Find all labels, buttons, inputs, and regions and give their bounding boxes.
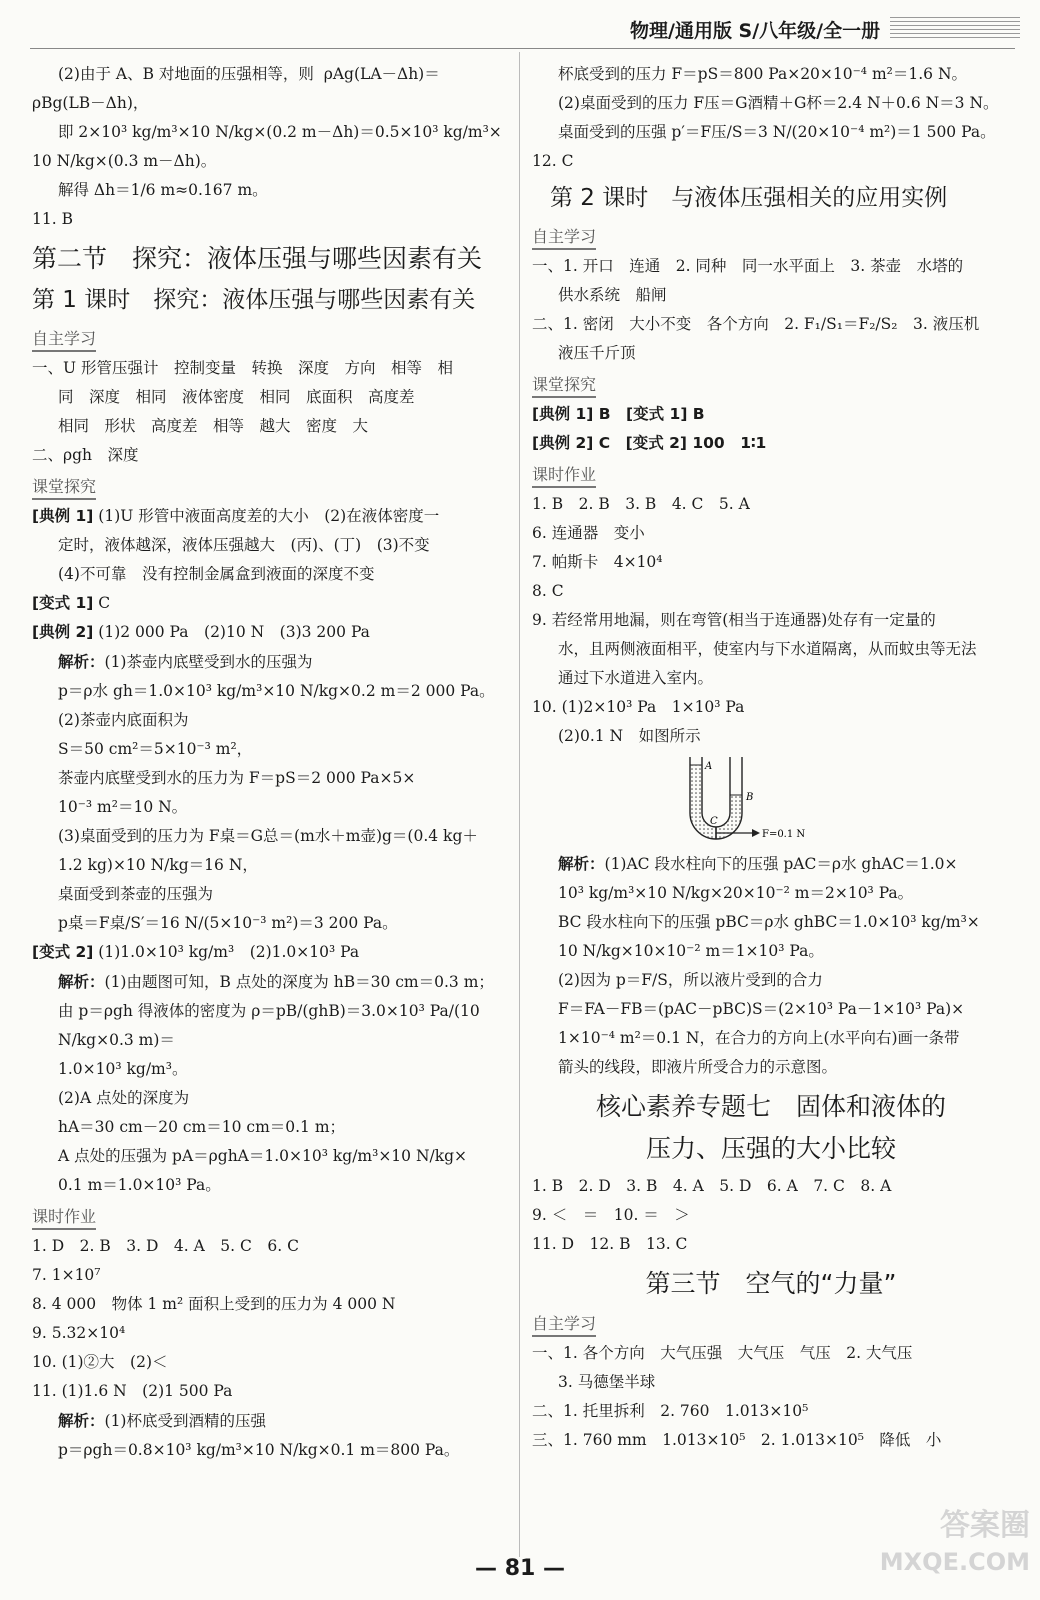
answer-line: 6. 连通器 变小 [532,524,645,542]
answer-line: 1. B 2. B 3. B 4. C 5. A [532,495,750,513]
subsection-label: 自主学习 [32,328,96,352]
variant-text: C [93,594,111,612]
header-decoration [890,17,1020,41]
right-column [532,60,1010,1455]
formula-line: 桌面受到的压强 p′＝F压/S＝3 N/(20×10⁻⁴ m²)＝1 500 Pa。 [558,123,996,141]
watermark-line: 答案圈 [940,1508,1030,1543]
fig-label-a: A [705,761,713,772]
text-line: (2)桌面受到的压力 F压＝G酒精＋G杯＝2.4 N＋0.6 N＝3 N。 [558,94,999,112]
left-column [32,60,510,1465]
example-line [32,938,510,967]
formula-line: (2)因为 p＝F/S，所以液片受到的合力 [558,971,823,989]
answer-line: 7. 帕斯卡 4×10⁴ [532,553,663,571]
text-line: 10³ kg/m³×10 N/kg×20×10⁻² m＝2×10³ Pa。 [558,884,914,902]
variant-tag: [变式 2] [32,943,94,961]
text-line: 定时，液体越深，液体压强越大 (丙)、(丁) (3)不变 [58,536,430,554]
text-line: 同 深度 相同 液体密度 相同 底面积 高度差 [58,388,415,406]
text-line: (2)A 点处的深度为 [58,1089,190,1107]
section-title: 第二节 探究：液体压强与哪些因素有关 [32,244,483,273]
answer-line: 10. (1)2×10³ Pa 1×10³ Pa [532,698,745,716]
section-title: 压力、压强的大小比较 [645,1134,896,1163]
subsection-label: 课堂探究 [532,374,596,398]
text-line: 桌面受到茶壶的压强为 [58,885,214,903]
text-line: 10⁻³ m²＝10 N。 [58,798,188,816]
answer-line: 12. C [532,152,574,170]
text-line: (3)桌面受到的压力为 F桌＝G总＝(m水＋m壶)g＝(0.4 kg＋ [58,827,478,845]
fig-label-c: C [710,816,718,827]
answer-line: 10. (1)②大 (2)＜ [32,1353,168,1371]
answer-line: 11. D 12. B 13. C [532,1235,688,1253]
text-line: 二、1. 托里拆利 2. 760 1.013×10⁵ [532,1402,809,1420]
column-divider [519,52,520,1557]
u-tube-figure [682,755,852,845]
analysis-text: (1)由题图可知，B 点处的深度为 hB＝30 cm＝0.3 m； [104,973,494,991]
header-title: 物理/通用版 S/八年级/全一册 [630,19,881,42]
page-number: — 81 — [475,1556,565,1581]
answer-line: 1. B 2. D 3. B 4. A 5. D 6. A 7. C 8. A [532,1177,892,1195]
watermark [860,1508,1030,1588]
answer-line: [典例 1] B [变式 1] B [532,405,705,423]
example-text: (1)U 形管中液面高度差的大小 (2)在液体密度一 [93,507,440,525]
text-line: 10 N/kg×10×10⁻² m＝1×10³ Pa。 [558,942,824,960]
text-line: 11. B [32,210,73,228]
text-line: F＝FA－FB＝(pAC－pBC)S＝(2×10³ Pa－1×10³ Pa)× [558,1000,965,1018]
answer-line: 7. 1×10⁷ [32,1266,101,1284]
answer-line: 9. 5.32×10⁴ [32,1324,126,1342]
example-line [32,502,510,531]
text-line: 3. 马德堡半球 [558,1373,656,1391]
text-line: 二、ρgh 深度 [32,446,139,464]
text-line: BC 段水柱向下的压强 pBC＝ρ水 ghBC＝1.0×10³ kg/m³× [558,913,980,931]
text-line: 二、1. 密闭 大小不变 各个方向 2. F₁/S₁＝F₂/S₂ 3. 液压机 [532,315,980,333]
answer-line: 1. D 2. B 3. D 4. A 5. C 6. C [32,1237,299,1255]
watermark-line: MXQE.COM [879,1548,1030,1576]
text-line: 0.1 m＝1.0×10³ Pa。 [58,1176,221,1194]
example-tag: [典例 2] [32,623,94,641]
answer-line: 8. C [532,582,564,600]
analysis-line [532,849,1010,879]
text-line: hA＝30 cm－20 cm＝10 cm＝0.1 m； [58,1118,346,1136]
analysis-text: (1)杯底受到酒精的压强 [104,1412,266,1430]
text-line: ρBg(LB－Δh)， [32,94,149,112]
lesson-title: 第 1 课时 探究：液体压强与哪些因素有关 [32,287,476,313]
analysis-line [32,1406,510,1436]
text-line: 相同 形状 高度差 相等 越大 密度 大 [58,417,369,435]
analysis-tag: 解析： [558,854,605,873]
subsection-label: 课时作业 [532,464,596,488]
fig-label-b: B [746,792,754,803]
text-line: A 点处的压强为 pA＝ρghA＝1.0×10³ kg/m³×10 N/kg× [58,1147,468,1165]
formula-line: p桌＝F桌/S′＝16 N/(5×10⁻³ m²)＝3 200 Pa。 [58,914,398,932]
header [630,12,1020,46]
text-line: 10 N/kg×(0.3 m－Δh)。 [32,152,217,170]
answer-line: 9. 若经常用地漏，则在弯管(相当于连通器)处存有一定量的 [532,611,936,629]
header-rule [30,48,1015,49]
analysis-line [32,967,510,997]
text-line: 一、U 形管压强计 控制变量 转换 深度 方向 相等 相 [32,359,453,377]
example-text: (1)2 000 Pa (2)10 N (3)3 200 Pa [93,623,370,641]
text-line: 箭头的线段，即液片所受合力的示意图。 [558,1058,838,1076]
example-tag: [典例 1] [32,507,94,525]
section-title: 核心素养专题七 固体和液体的 [595,1092,946,1121]
subsection-label: 课堂探究 [32,476,96,500]
text-line: 供水系统 船闸 [558,286,667,304]
analysis-tag: 解析： [58,652,105,671]
text-line: 茶壶内底壁受到水的压力为 F＝pS＝2 000 Pa×5× [58,769,416,787]
analysis-tag: 解析： [58,1411,105,1430]
example-line [32,618,510,647]
text-line: 液压千斤顶 [558,344,636,362]
answer-line: 9. ＜ ＝ 10. ＝ ＞ [532,1206,690,1224]
section-title: 第三节 空气的“力量” [645,1269,897,1298]
text-line: (2)由于 A、B 对地面的压强相等，则 ρAg(LA－Δh)＝ [58,65,440,83]
text-line: 通过下水道进入室内。 [558,669,714,687]
text-line: S＝50 cm²＝5×10⁻³ m²， [58,740,253,758]
answer-line: 8. 4 000 物体 1 m² 面积上受到的压力为 4 000 N [32,1295,396,1313]
subsection-label: 课时作业 [32,1206,96,1230]
text-line: 三、1. 760 mm 1.013×10⁵ 2. 1.013×10⁵ 降低 小 [532,1431,942,1449]
formula-line: 由 p＝ρgh 得液体的密度为 ρ＝pB/(ghB)＝3.0×10³ Pa/(10 N/kg×0.3 m)＝ [58,1002,485,1049]
text-line: 水，且两侧液面相平，使室内与下水道隔离，从而蚊虫等无法 [558,640,977,658]
fig-label-force: F=0.1 N [762,829,806,840]
text-line: 1.2 kg)×10 N/kg＝16 N， [58,856,258,874]
text-line: 一、1. 各个方向 大气压强 大气压 气压 2. 大气压 [532,1344,913,1362]
text-line: 1×10⁻⁴ m²＝0.1 N，在合力的方向上(水平向右)画一条带 [558,1029,960,1047]
text-line: 杯底受到的压力 F＝pS＝800 Pa×20×10⁻⁴ m²＝1.6 N。 [558,65,968,83]
text-line: 1.0×10³ kg/m³。 [58,1060,188,1078]
answer-line: 11. (1)1.6 N (2)1 500 Pa [32,1382,233,1400]
lesson-title: 第 2 课时 与液体压强相关的应用实例 [550,185,948,211]
text-line: (4)不可靠 没有控制金属盒到液面的深度不变 [58,565,375,583]
variant-tag: [变式 1] [32,594,94,612]
analysis-text: (1)AC 段水柱向下的压强 pAC＝ρ水 ghAC＝1.0× [604,855,958,873]
variant-text: (1)1.0×10³ kg/m³ (2)1.0×10³ Pa [93,943,360,961]
subsection-label: 自主学习 [532,226,596,250]
answer-line: [典例 2] C [变式 2] 100 1∶1 [532,434,767,452]
text-line: p＝ρgh＝0.8×10³ kg/m³×10 N/kg×0.1 m＝800 Pa。 [58,1441,460,1459]
analysis-text: (1)茶壶内底壁受到水的压强为 [104,653,313,671]
text-line: p＝ρ水 gh＝1.0×10³ kg/m³×10 N/kg×0.2 m＝2 000 Pa。 [58,682,495,700]
text-line: 解得 Δh＝1/6 m≈0.167 m。 [58,181,268,199]
text-line: 一、1. 开口 连通 2. 同种 同一水平面上 3. 茶壶 水塔的 [532,257,964,275]
subsection-label: 自主学习 [532,1313,596,1337]
text-line: (2)0.1 N 如图所示 [558,727,701,745]
text-line: 即 2×10³ kg/m³×10 N/kg×(0.2 m－Δh)＝0.5×10³ kg/m³× [58,123,502,141]
analysis-tag: 解析： [58,972,105,991]
example-line [32,589,510,618]
text-line: (2)茶壶内底面积为 [58,711,189,729]
analysis-line [32,647,510,677]
